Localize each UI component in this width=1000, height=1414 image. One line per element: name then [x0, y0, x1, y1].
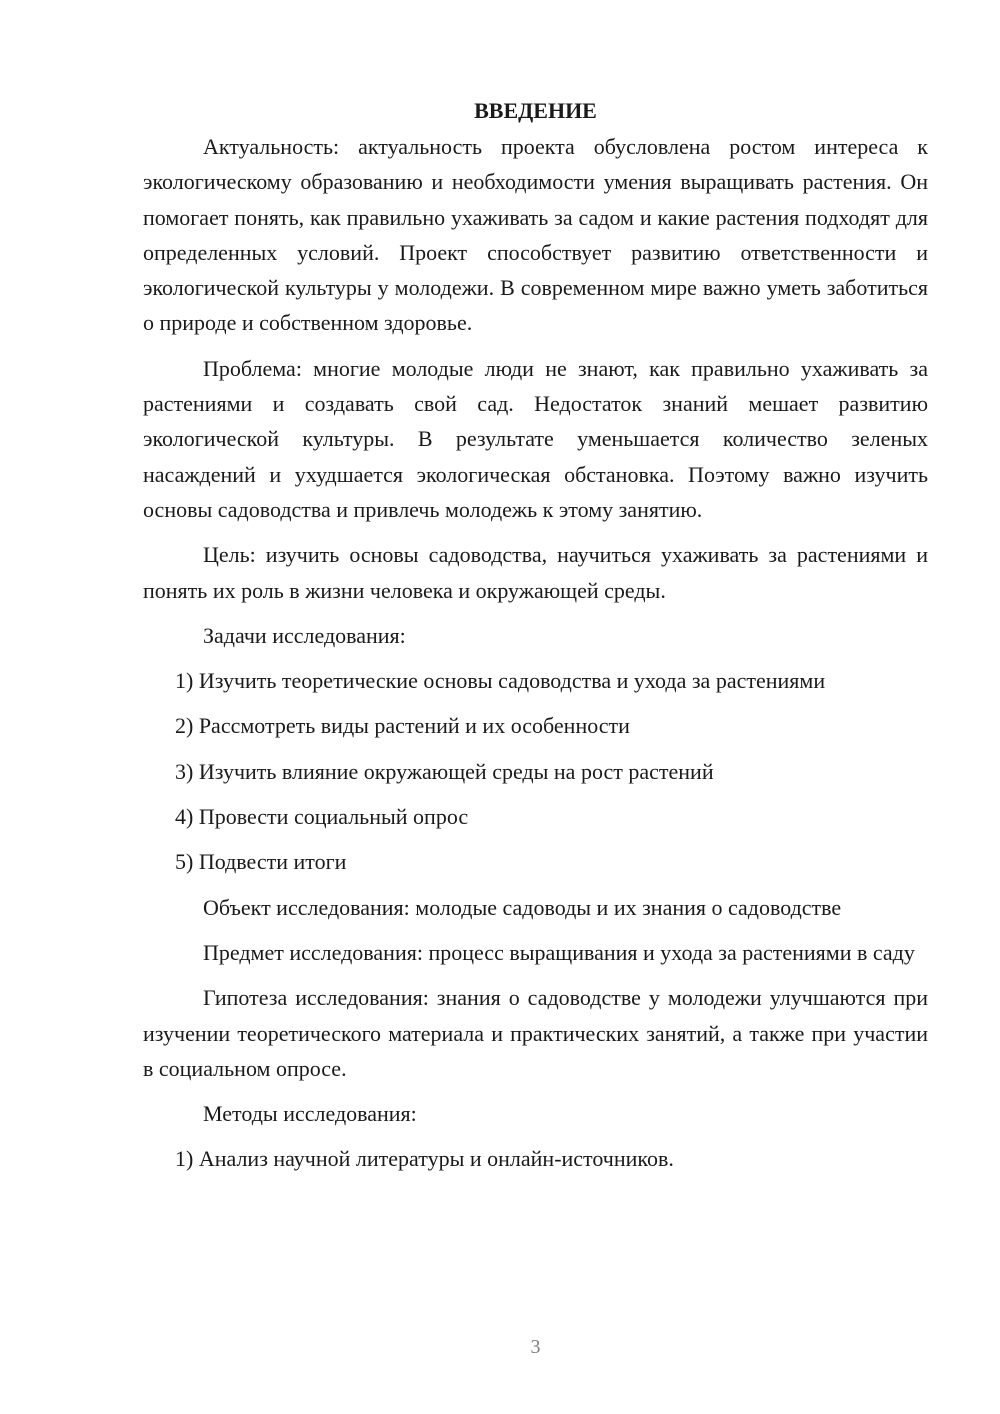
- section-title: ВВЕДЕНИЕ: [474, 98, 597, 123]
- page-number: 3: [530, 1336, 541, 1358]
- task-item: 1) Изучить теоретические основы садоводства и ухода за растениями: [175, 668, 826, 694]
- method-item: 1) Анализ научной литературы и онлайн-источников.: [175, 1146, 674, 1172]
- object-paragraph: Объект исследования: молодые садоводы и их знания о садоводстве: [203, 894, 842, 920]
- goal-paragraph: Цель: изучить основы садоводства, научиться ухаживать за растениями и понять их роль в жизни человека и окружающей среды.: [143, 542, 928, 603]
- methods-heading: Методы исследования:: [203, 1101, 417, 1127]
- tasks-heading: Задачи исследования:: [203, 622, 406, 648]
- task-item: 5) Подвести итоги: [175, 849, 347, 875]
- page-content: [143, 97, 928, 1187]
- problem-paragraph: Проблема: многие молодые люди не знают, как правильно ухаживать за растениями и создавать свой сад. Недостаток знаний мешает развитию экологической культуры. В результате уменьшается количество зеленых насаждений и ухудшается экологическая обстановка. Поэтому важно изучить основы садоводства и привлечь молодежь к этому занятию.: [143, 355, 928, 522]
- relevance-paragraph: Актуальность: актуальность проекта обусловлена ростом интереса к экологическому образованию и необходимости умения выращивать растения. Он помогает понять, как правильно ухаживать за садом и какие растения подходят для определенных условий. Проект способствует развитию ответственности и экологической культуры у молодежи. В современном мире важно уметь заботиться о природе и собственном здоровье.: [143, 134, 928, 336]
- task-item: 3) Изучить влияние окружающей среды на рост растений: [175, 758, 714, 784]
- task-item: 2) Рассмотреть виды растений и их особенности: [175, 713, 630, 739]
- task-item: 4) Провести социальный опрос: [175, 804, 469, 830]
- hypothesis-paragraph: Гипотеза исследования: знания о садоводстве у молодежи улучшаются при изучении теоретического материала и практических занятий, а также при участии в социальном опросе.: [143, 985, 928, 1081]
- subject-paragraph: Предмет исследования: процесс выращивания и ухода за растениями в саду: [203, 939, 915, 965]
